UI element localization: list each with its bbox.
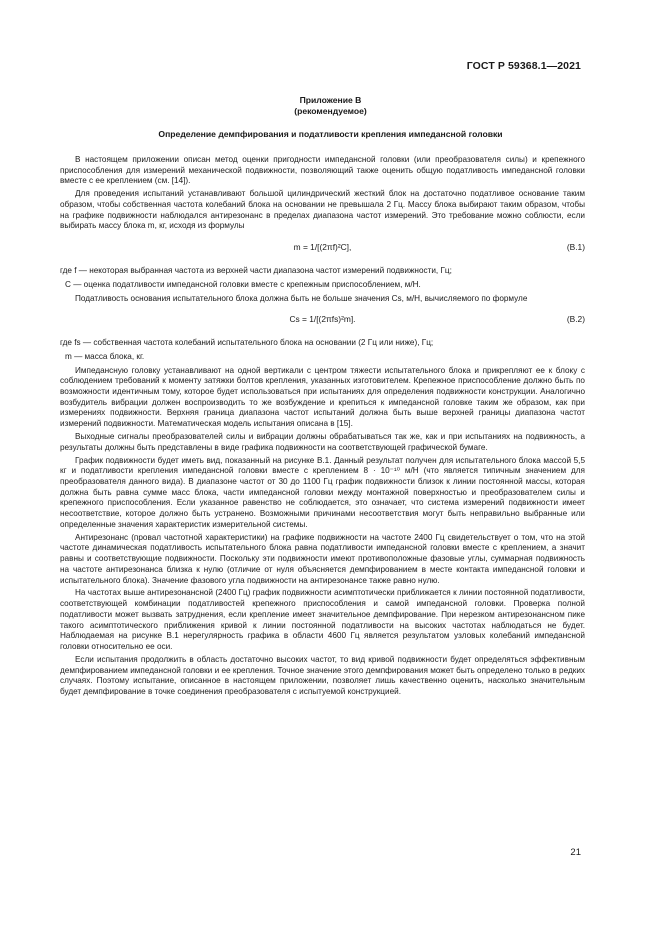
paragraph: График подвижности будет иметь вид, показанный на рисунке В.1. Данный результат получен для испытательного блока массой 5,5 кг и податливости крепления импедансной головки вместе с креплением 8 · 10⁻¹⁰ м/Н (что является типичным значением для преобразователя данного вида). В диапазоне частот от 30 до 1100 Гц график подвижности близок к линии постоянной массы, которая должна быть равна сумме масс блока, части импедансной головки между монтажной поверхностью и преобразователем силы и крепежного приспособления. Если указанное равенство не соблюдается, это означает, что система измерений подвижности имеет несоответствие, которое должно быть устранено. Возможными причинами несоответствия могут быть неправильно выбранные или определенные значения характеристик измерительной системы. (60, 455, 585, 529)
paragraph: Импедансную головку устанавливают на одной вертикали с центром тяжести испытательного блока и прикрепляют ее к блоку с соблюдением требований к моменту затяжки болтов крепления, указанных изготовителем. Крепежное приспособление должно быть по возможности идентичным тому, которое будет использоваться при испытаниях для определения подвижности конструкции. Аналогично возбудитель вибрации должен воспроизводить то же возбуждение и крепиться к импедансной головке таким же образом, как при измерениях подвижности. Верхняя граница диапазона частот испытаний должна быть выше верхней границы диапазона частот измерений подвижности. Математическая модель испытания описана в [15]. (60, 365, 585, 429)
paragraph: Податливость основания испытательного блока должна быть не больше значения Cs, м/Н, вычисляемого по формуле (75, 293, 528, 303)
section-title: Определение демпфирования и податливости крепления импедансной головки (158, 129, 503, 139)
definition-line: где f — некоторая выбранная частота из верхней части диапазона частот измерений подвижности, Гц; (60, 266, 452, 276)
definition-line: m — масса блока, кг. (65, 351, 145, 361)
definition-line: где fs — собственная частота колебаний испытательного блока на основании (2 Гц или ниже), Гц; (60, 338, 434, 348)
formula-expression: Cs = 1/[(2πfs)²m]. (289, 314, 356, 325)
paragraph: Если испытания продолжить в область достаточно высоких частот, то вид кривой подвижности будет определяться эффективным демпфированием импедансной головки и ее крепления. Точное значение этого демпфирования может быть определено только в редких случаях. Поэтому испытание, описанное в настоящем приложении, позволяет лишь качественно оценить, насколько значительным будет демпфирование в точке соединения преобразователя с испытуемой конструкцией. (60, 654, 585, 696)
annex-subtitle: (рекомендуемое) (294, 106, 367, 116)
formula-number: (В.1) (566, 242, 585, 253)
formula-expression: m = 1/[(2πf)²C], (293, 242, 352, 253)
formula-b2 (60, 314, 585, 328)
paragraph: В настоящем приложении описан метод оценки пригодности импедансной головки (или преобразователя силы) и крепежного приспособления для измерений механической подвижности, позволяющий также оценить общую податливость импедансной головки вместе с ее креплением (см. [14]). (60, 155, 585, 186)
paragraph: Выходные сигналы преобразователей силы и вибрации должны обрабатываться так же, как и при испытаниях на подвижность, а результаты должны быть представлены в виде графика подвижности на соответствующей графической бумаге. (60, 432, 585, 452)
annex-heading (0, 95, 661, 117)
paragraph: Антирезонанс (провал частотной характеристики) на графике подвижности на частоте 2400 Гц свидетельствует о том, что на этой частоте динамическая податливость испытательного блока равна податливости импедансной головки вместе с креплением, а значит равны и соответствующие подвижности. Поскольку эти подвижности имеют противоположные фазовые углы, суммарная подвижность на частоте антирезонанса близка к нулю (отличие от нуля объясняется демпфированием в месте контакта импедансной головки и испытательного блока). Значение фазового угла подвижности на антирезонансе также равно нулю. (60, 532, 585, 585)
formula-b1 (60, 242, 585, 256)
formula-number: (В.2) (566, 314, 585, 325)
annex-title: Приложение В (299, 95, 362, 105)
page-number: 21 (570, 847, 581, 858)
document-body (60, 155, 585, 700)
paragraph: Для проведения испытаний устанавливают большой цилиндрический жесткий блок на достаточно податливое основание таким образом, чтобы собственная частота колебаний блока на основании не превышала 2 Гц. Массу блока выбирают таким образом, чтобы на графике подвижности наблюдался антирезонанс в пределах диапазона частот измерений. Это требование можно соблюсти, если выбирать массу блока m, кг, исходя из формулы (60, 189, 585, 231)
paragraph: На частотах выше антирезонансной (2400 Гц) график подвижности асимптотически приближается к линии постоянной податливости, соответствующей комбинации податливостей крепежного приспособления и самой импедансной головки. Проверка полной податливости может вызвать затруднения, если крепление имеет значительное демпфирование. При нерезком антирезонансном пике такого асимптотического приближения кривой к линии постоянной податливости на высоких частотах наблюдаться не будет. Наблюдаемая на рисунке В.1 нерегулярность графика в области 4600 Гц является результатом узловых колебаний импедансной головки относительно ее оси. (60, 588, 585, 651)
definition-line: C — оценка податливости импедансной головки вместе с крепежным приспособлением, м/Н. (65, 279, 421, 289)
standard-code: ГОСТ Р 59368.1—2021 (466, 60, 581, 72)
